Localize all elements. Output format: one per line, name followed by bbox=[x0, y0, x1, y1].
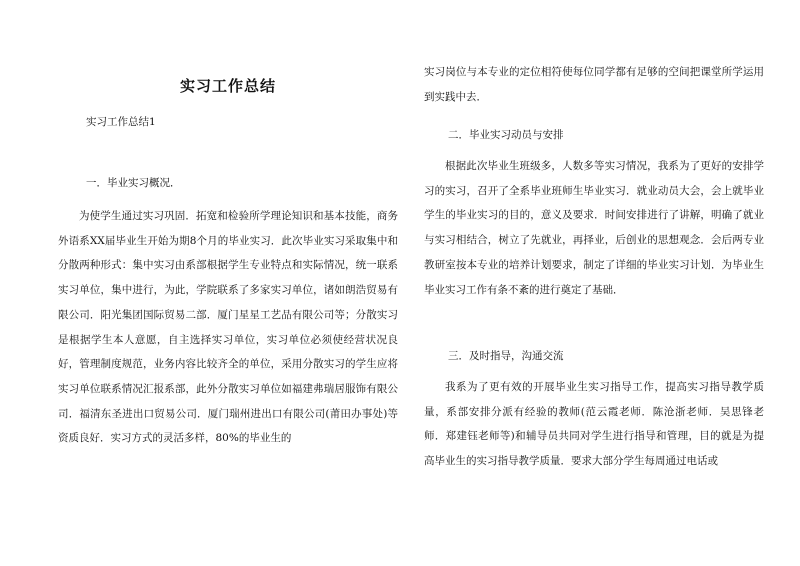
section-heading-2: 二．毕业实习动员与安排 bbox=[448, 129, 564, 141]
paragraph-guidance: 我系为了更有效的开展毕业生实习指导工作，提高实习指导教学质量，系部安排分派有经验的教师(范云霞老师．陈沧浙老师．吴思锋老师．郑建钰老师等)和辅导员共同对学生进行指导和管理，目的就是为提高毕业生的实习指导教学质量．要求大部分学生每周通过电话或 bbox=[424, 381, 764, 468]
left-column-body bbox=[58, 204, 398, 451]
right-column-section-2 bbox=[424, 154, 764, 302]
paragraph-overview: 为使学生通过实习巩固．拓宽和检验所学理论知识和基本技能，商务外语系XX届毕业生开始为期8个月的毕业实习．此次毕业实习采取集中和分散两种形式：集中实习由系部根据学生专业特点和实际情况，统一联系实习单位，集中进行，为此，学院联系了多家实习单位，诸如朗浩贸易有限公司．阳光集团国际贸易二部．厦门星星工艺品有限公司等；分散实习是根据学生本人意愿，自主选择实习单位，实习单位必须使经营状况良好，管理制度规范，业务内容比较齐全的单位，采用分散实习的学生应将实习单位联系情况汇报系部，此外分散实习单位如福建弗瑞居服饰有限公司．福清东圣进出口贸易公司．厦门瑞州进出口有限公司(莆田办事处)等资质良好．实习方式的灵活多样，80%的毕业生的 bbox=[58, 210, 398, 445]
paragraph-continued: 实习岗位与本专业的定位相符使每位同学都有足够的空间把课堂所学运用到实践中去． bbox=[424, 66, 764, 103]
document-subtitle: 实习工作总结1 bbox=[86, 116, 156, 128]
section-heading-1: 一．毕业实习概况． bbox=[86, 177, 181, 189]
page-title: 实习工作总结 bbox=[179, 77, 276, 95]
right-column-top bbox=[424, 60, 764, 109]
section-heading-3: 三．及时指导，沟通交流 bbox=[448, 350, 564, 362]
right-column-section-3 bbox=[424, 375, 764, 474]
paragraph-mobilization: 根据此次毕业生班级多，人数多等实习情况，我系为了更好的安排学习的实习，召开了全系毕业班师生毕业实习．就业动员大会，会上就毕业学生的毕业实习的目的，意义及要求．时间安排进行了讲解，明确了就业与实习相结合，树立了先就业，再择业，后创业的思想观念．会后两专业教研室按本专业的培养计划要求，制定了详细的毕业实习计划．为毕业生毕业实习工作有条不紊的进行奠定了基础． bbox=[424, 160, 764, 296]
